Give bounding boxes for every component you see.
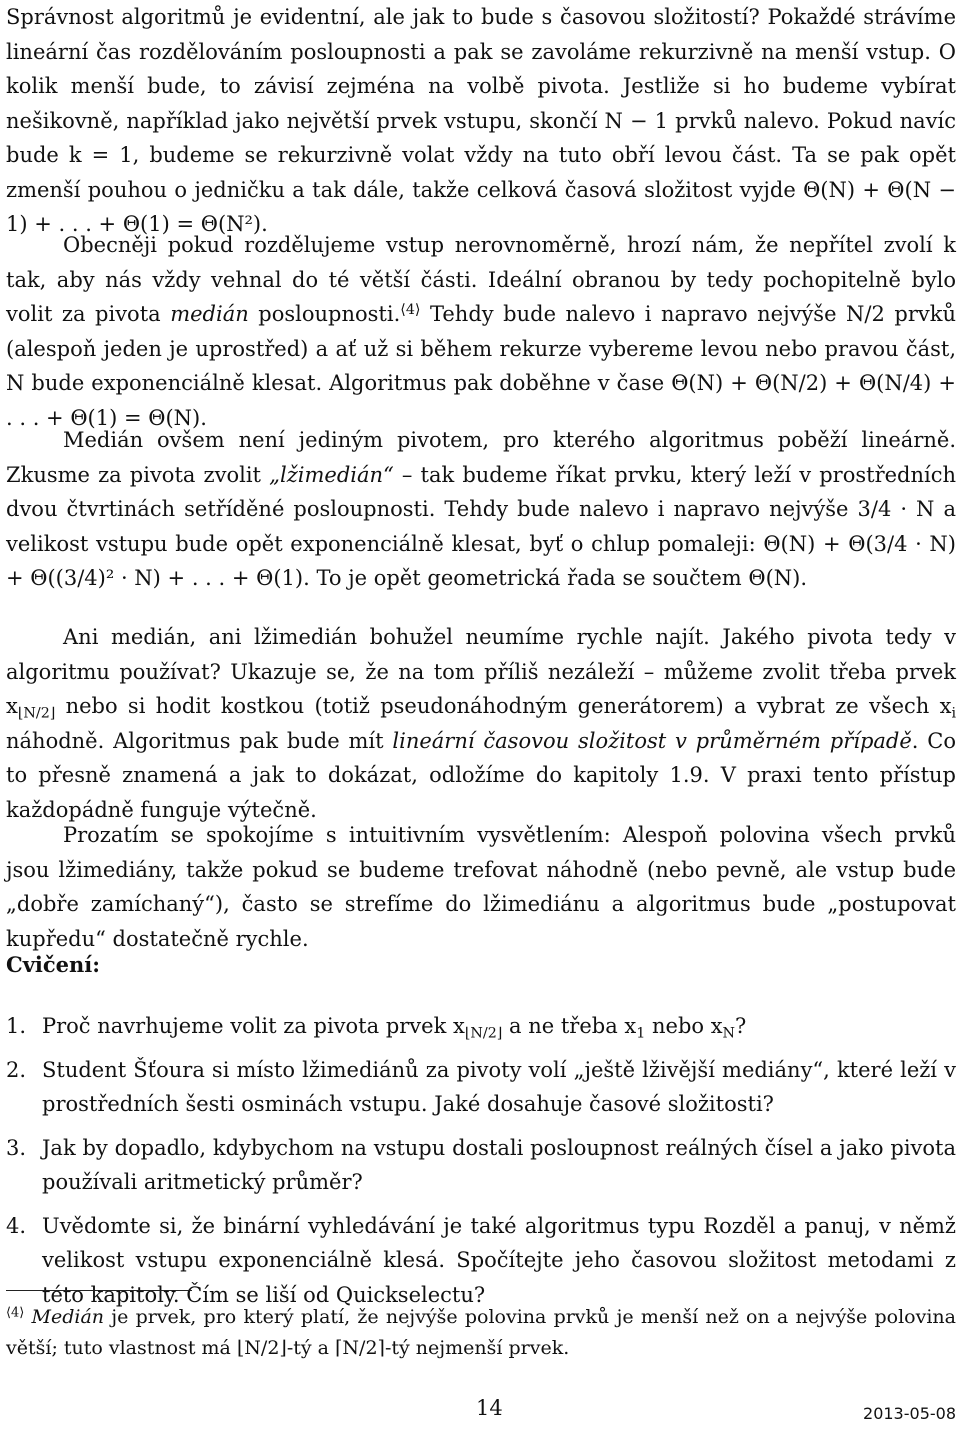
exercise-text: Uvědomte si, že binární vyhledávání je také algoritmus typu Rozděl a panuj, v němž velikost vstupu exponenciálně klesá. Spočítejte jeho časovou složitost metodami z této kapitoly. Čím se liší od Quickselectu? bbox=[42, 1213, 956, 1307]
exercise-number: 3. bbox=[6, 1135, 27, 1160]
text: Ani medián, ani lžimedián bohužel neumíme rychle najít. Jakého pivota tedy v algoritmu používat? Ukazuje se, že na tom příliš nezáleží – můžeme zvolit třeba prvek x bbox=[6, 625, 956, 718]
subscript: 1 bbox=[636, 1025, 646, 1042]
paragraph-random-pivot bbox=[6, 620, 956, 827]
exercise-number: 2. bbox=[6, 1057, 27, 1082]
text: Obecněji pokud rozdělujeme vstup nerovnoměrně, hrozí nám, že nepřítel zvolí k tak, aby nás vždy vehnal do té větší části. Ideální obranou by tedy pochopitelně bylo volit za pivota bbox=[6, 233, 956, 326]
footnote-text: je prvek, pro který platí, že nejvýše polovina prvků je menší než on a nejvýše polovina větší; tuto vlastnost má ⌊N/2⌋-tý a ⌈N/2⌉-tý nejmenší prvek. bbox=[6, 1306, 956, 1359]
subscript: ⌊N/2⌋ bbox=[464, 1025, 503, 1042]
paragraph-intuition: Prozatím se spokojíme s intuitivním vysvětlením: Alespoň polovina všech prvků jsou lžimediány, takže pokud se budeme trefovat náhodně (nebo pevně, ale vstup bude „dobře zamíchaný“), často se strefíme do lžimediánu a algoritmus bude „postupovat kupředu“ dostatečně rychle. bbox=[6, 823, 956, 951]
exercise-item bbox=[6, 1131, 956, 1200]
footnote bbox=[6, 1302, 956, 1364]
footnote-reference[interactable]: ⟨4⟩ bbox=[400, 301, 421, 318]
exercise-list bbox=[6, 1009, 956, 1321]
subscript: N bbox=[722, 1025, 736, 1042]
paragraph-time-complexity: Správnost algoritmů je evidentní, ale jak to bude s časovou složitostí? Pokaždé strávíme lineární čas rozdělováním posloupnosti a pak se zavoláme rekurzivně na menší vstup. O kolik menší bude, to závisí zejména na volbě pivota. Jestliže si ho budeme vybírat nešikovně, například jako největší prvek vstupu, skončí N − 1 prvků nalevo. Pokud navíc bude k = 1, budeme se rekurzivně volat vždy na tuto obří levou část. Ta se pak opět zmenší pouhou o jedničku a tak dále, takže celková časová složitost vyjde Θ(N) + Θ(N − 1) + . . . + Θ(1) = Θ(N²). bbox=[6, 5, 956, 236]
exercise-item bbox=[6, 1009, 956, 1044]
text: nebo si hodit kostkou (totiž pseudonáhodným generátorem) a vybrat ze všech x bbox=[55, 694, 952, 718]
paragraph-median-pivot bbox=[6, 228, 956, 435]
footnote-mark: ⟨4⟩ bbox=[6, 1305, 25, 1321]
emphasis-median: Medián bbox=[31, 1306, 105, 1328]
exercise-number: 1. bbox=[6, 1014, 27, 1038]
text: nebo x bbox=[645, 1014, 723, 1038]
subscript: i bbox=[951, 705, 956, 722]
emphasis-lzimedian: „lžimedián“ bbox=[269, 462, 394, 487]
text: Tehdy bude nalevo i napravo nejvýše N/2 prvků (alespoň jeden je uprostřed) a ať už si během rekurze vybereme levou nebo pravou část, N bude exponenciálně klesat. Algoritmus pak doběhne v čase Θ(N) + Θ(N/2) + Θ(N/4) + . . . + Θ(1) = Θ(N). bbox=[6, 302, 956, 430]
exercise-number: 4. bbox=[6, 1213, 27, 1238]
text: Proč navrhujeme volit za pivota prvek x bbox=[42, 1014, 465, 1038]
text: posloupnosti. bbox=[248, 302, 401, 326]
exercise-item bbox=[6, 1053, 956, 1122]
exercise-text: Student Šťoura si místo lžimediánů za pivoty volí „ještě lživější mediány“, které leží v prostředních šesti osminách vstupu. Jaké dosahuje časové složitosti? bbox=[42, 1057, 956, 1116]
text: a ne třeba x bbox=[502, 1014, 637, 1038]
exercises-heading: Cvičení: bbox=[6, 952, 101, 977]
emphasis-average-case: lineární časovou složitost v průměrném případě bbox=[392, 728, 912, 753]
text: . Co to přesně znamená a jak to dokázat, odložíme do kapitoly 1.9. V praxi tento přístup každopádně funguje výtečně. bbox=[6, 728, 957, 822]
page-number: 14 bbox=[476, 1396, 503, 1420]
exercise-text: Jak by dopadlo, kdybychom na vstupu dostali posloupnost reálných čísel a jako pivota používali aritmetický průměr? bbox=[42, 1135, 956, 1194]
emphasis-median: medián bbox=[170, 302, 249, 326]
text: Medián ovšem není jediným pivotem, pro kterého algoritmus poběží lineárně. Zkusme za pivota zvolit bbox=[6, 428, 956, 487]
subscript: ⌊N/2⌋ bbox=[17, 705, 56, 722]
text: ? bbox=[735, 1014, 747, 1038]
text: – tak budeme říkat prvku, který leží v prostředních dvou čtvrtinách setříděné posloupnosti. Tehdy bude nalevo i napravo nejvýše 3/4 · N a velikost vstupu bude opět exponenciálně klesat, byť o chlup pomaleji: Θ(N) + Θ(3/4 · N) + Θ((3/4)² · N) + . . . + Θ(1). To je opět geometrická řada se součtem Θ(N). bbox=[6, 462, 957, 590]
exercise-item bbox=[6, 1209, 956, 1313]
date-stamp: 2013-05-08 bbox=[863, 1404, 956, 1423]
paragraph-lzimedian bbox=[6, 423, 956, 596]
text: náhodně. Algoritmus pak bude mít bbox=[6, 728, 393, 753]
footnote-divider bbox=[6, 1290, 192, 1291]
